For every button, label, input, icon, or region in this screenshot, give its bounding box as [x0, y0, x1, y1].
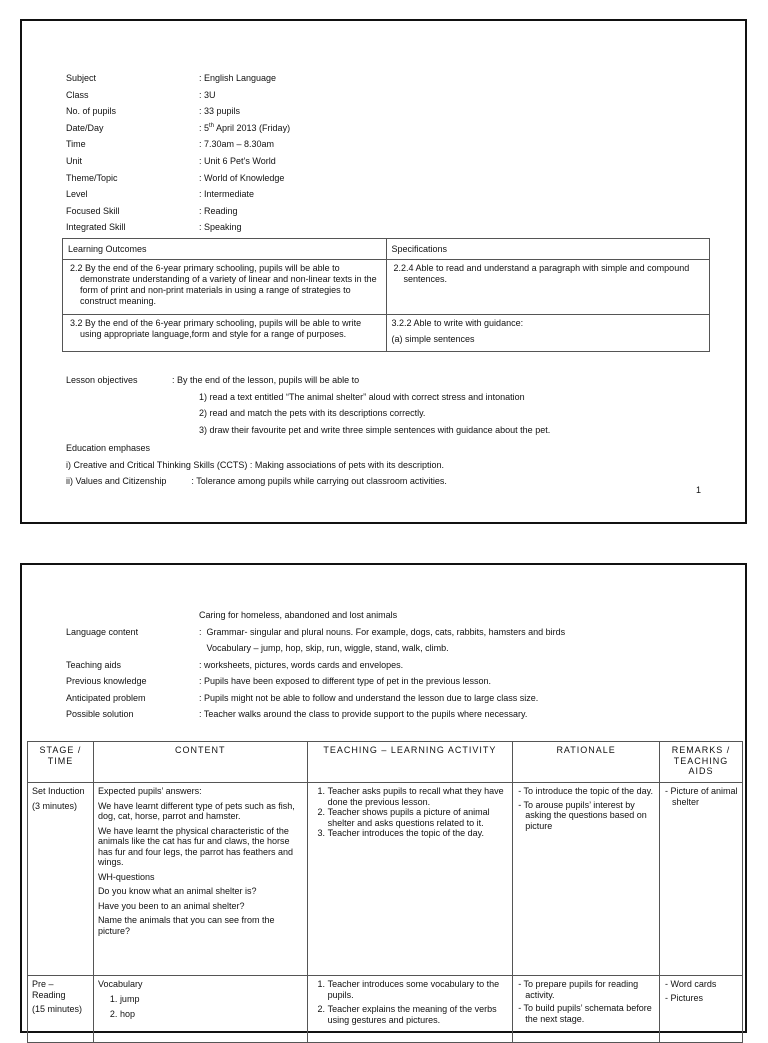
values-text: Caring for homeless, abandoned and lost animals — [199, 610, 398, 620]
table-cell — [307, 976, 513, 1043]
table-row — [63, 315, 710, 352]
stage-name: Pre – Reading — [32, 979, 66, 1000]
stage-name: Set Induction — [32, 786, 85, 796]
info-label: Unit — [66, 155, 83, 166]
objectives-intro: : By the end of the lesson, pupils will be able to — [172, 375, 360, 385]
table-cell — [93, 976, 307, 1043]
column-header: RATIONALE — [513, 742, 660, 783]
detail-label: Previous knowledge — [66, 676, 147, 686]
detail-value: : worksheets, pictures, words cards and envelopes. — [199, 659, 404, 670]
info-value: : 7.30am – 8.30am — [199, 139, 275, 150]
detail-label: Possible solution — [66, 709, 134, 719]
table-row — [63, 260, 710, 315]
date-pre: : 5 — [199, 122, 210, 133]
table-cell — [513, 976, 660, 1043]
info-label: Subject — [66, 73, 97, 83]
info-row-subject — [66, 70, 466, 87]
detail-row — [66, 640, 726, 657]
remarks-list — [664, 979, 738, 1003]
info-row-pupils — [66, 103, 466, 120]
list-item: - Pictures — [665, 992, 704, 1003]
detail-label: Language content — [66, 626, 139, 637]
detail-label: Teaching aids — [66, 659, 122, 670]
info-label: Focused Skill — [66, 205, 120, 216]
table-cell — [513, 783, 660, 976]
vocab-list — [98, 994, 303, 1020]
stage-time: (3 minutes) — [32, 800, 78, 811]
spacer — [66, 607, 199, 624]
detail-value: : Teacher walks around the class to provide support to the pupils where necessary. — [199, 709, 528, 719]
info-label: Level — [66, 189, 88, 200]
list-item: - Picture of animal shelter — [665, 786, 738, 807]
list-item: - To build pupils’ schemata before the next stage. — [518, 1003, 652, 1024]
info-value: : Reading — [199, 205, 238, 216]
table-cell — [28, 783, 94, 976]
lesson-plan-page-2 — [20, 563, 747, 1033]
list-item: 2. Teacher explains the meaning of the verbs using gestures and pictures. — [328, 1004, 509, 1025]
detail-row — [66, 624, 726, 641]
info-value: : Intermediate — [199, 189, 255, 200]
info-label: Date/Day — [66, 122, 104, 133]
activity-list — [312, 786, 509, 839]
content-line: Expected pupils’ answers: — [97, 786, 202, 796]
rationale-list — [517, 786, 655, 831]
specification-text: 3.2.2 Able to write with guidance: — [391, 318, 524, 328]
emphasis-item: ii) Values and Citizenship : Tolerance among pupils while carrying out classroom activities. — [66, 476, 447, 486]
list-item: - Word cards — [665, 979, 717, 989]
info-value: : 33 pupils — [199, 106, 241, 117]
detail-label: Anticipated problem — [66, 692, 146, 703]
objective-item: 3) draw their favourite pet and write three simple sentences with guidance about the pet. — [199, 424, 551, 435]
column-header: Learning Outcomes — [63, 239, 387, 260]
outcome-text: 3.2 By the end of the 6-year primary schooling, pupils will be able to write using appropriate language,form and style for a range of purposes. — [70, 318, 362, 339]
table-cell — [63, 260, 387, 315]
specification-text: 2.2.4 Able to read and understand a paragraph with simple and compound sentences. — [393, 263, 690, 284]
content-line: We have learnt different type of pets such as fish, dog, cat, horse, parrot and hamster. — [97, 800, 295, 821]
objective-item: 2) read and match the pets with its descriptions correctly. — [199, 408, 426, 418]
lesson-info — [66, 70, 466, 236]
objective-item: 1) read a text entitled “The animal shelter” aloud with correct stress and intonation — [199, 391, 525, 402]
column-header: CONTENT — [93, 742, 307, 783]
rationale-list — [517, 979, 655, 1024]
info-value: : Speaking — [199, 222, 242, 233]
info-row-unit — [66, 153, 466, 170]
objectives-label: Lesson objectives — [66, 375, 138, 385]
info-value: : English Language — [199, 73, 277, 83]
values-line — [66, 607, 726, 624]
info-row-class — [66, 87, 466, 104]
lesson-plan-page-1 — [20, 19, 747, 524]
info-row-date — [66, 120, 466, 137]
detail-row — [66, 690, 726, 707]
emphasis-item: i) Creative and Critical Thinking Skills (CCTS) : Making associations of pets with its description. — [66, 459, 444, 470]
list-item: 1. Teacher asks pupils to recall what they have done the previous lesson. — [328, 786, 509, 807]
table-header-row — [28, 742, 743, 783]
remarks-list — [664, 786, 738, 807]
specification-subtext: (a) simple sentences — [391, 334, 475, 344]
activity-list — [312, 979, 509, 1025]
info-row-level — [66, 186, 466, 203]
emphases-label: Education emphases — [66, 443, 151, 453]
detail-row — [66, 657, 726, 674]
content-line: Name the animals that you can see from the picture? — [97, 915, 275, 936]
column-header: REMARKS / TEACHING AIDS — [660, 742, 743, 783]
list-item: 1. jump — [120, 994, 303, 1005]
lesson-details — [66, 607, 726, 723]
lesson-objectives — [66, 372, 706, 490]
info-value — [199, 120, 466, 137]
info-row-time — [66, 136, 466, 153]
detail-value: Vocabulary – jump, hop, skip, run, wiggle, stand, walk, climb. — [199, 643, 449, 653]
info-label: Time — [66, 139, 86, 150]
detail-value: : Pupils might not be able to follow and understand the lesson due to large class size. — [199, 692, 539, 703]
objectives-intro-row — [66, 372, 706, 389]
table-cell — [660, 783, 743, 976]
info-row-integrated-skill — [66, 219, 466, 236]
learning-outcomes-table — [62, 238, 710, 352]
info-value: : Unit 6 Pet’s World — [199, 155, 276, 166]
list-item: - To arouse pupils’ interest by asking the questions based on picture — [518, 799, 647, 831]
content-line: Do you know what an animal shelter is? — [97, 886, 257, 896]
list-item: 2. hop — [120, 1009, 303, 1020]
page-number: 1 — [696, 485, 702, 495]
detail-row — [66, 673, 726, 690]
column-header: STAGE / TIME — [28, 742, 94, 783]
table-cell — [93, 783, 307, 976]
table-row-pre-reading — [28, 976, 743, 1043]
date-sup: th — [209, 122, 215, 129]
list-item: - To prepare pupils for reading activity. — [518, 979, 639, 1000]
info-label: Class — [66, 89, 89, 100]
detail-value: : Pupils have been exposed to different type of pet in the previous lesson. — [199, 676, 492, 686]
list-item: 3. Teacher introduces the topic of the day. — [328, 828, 509, 839]
table-cell — [28, 976, 94, 1043]
content-title: Vocabulary — [97, 979, 143, 989]
detail-row — [66, 706, 726, 723]
info-label: Integrated Skill — [66, 222, 126, 233]
list-item: - To introduce the topic of the day. — [518, 786, 653, 796]
info-value: : World of Knowledge — [199, 172, 285, 183]
stage-time: (15 minutes) — [32, 1004, 83, 1014]
content-line: Have you been to an animal shelter? — [97, 900, 245, 911]
detail-value: : Grammar- singular and plural nouns. For example, dogs, cats, rabbits, hamsters and birds — [199, 626, 566, 637]
info-label: No. of pupils — [66, 106, 117, 117]
column-header: Specifications — [386, 239, 710, 260]
column-header: TEACHING – LEARNING ACTIVITY — [307, 742, 513, 783]
list-item: 1. Teacher introduces some vocabulary to the pupils. — [328, 979, 509, 1000]
info-row-theme — [66, 170, 466, 187]
detail-label — [66, 640, 199, 657]
info-value: : 3U — [199, 89, 216, 100]
table-header-row — [63, 239, 710, 260]
table-cell — [307, 783, 513, 976]
content-line: We have learnt the physical characteristic of the animals like the cat has fur and claws, the horse has fur and four legs, the parrot has feathers and wings. — [97, 825, 294, 867]
content-line: WH-questions — [97, 871, 155, 882]
table-row-set-induction — [28, 783, 743, 976]
list-item: 2. Teacher shows pupils a picture of animal shelter and asks questions related to it. — [328, 807, 509, 828]
date-post: April 2013 (Friday) — [214, 122, 291, 133]
table-cell — [63, 315, 387, 352]
outcome-text: 2.2 By the end of the 6-year primary schooling, pupils will be able to demonstrate understanding of a variety of linear and non-linear texts in the form of print and non-print materials in using a range of strategies to construct meaning. — [70, 263, 377, 306]
teaching-plan-table — [27, 741, 743, 1043]
table-cell — [660, 976, 743, 1043]
table-cell — [386, 315, 710, 352]
table-cell — [386, 260, 710, 315]
info-label: Theme/Topic — [66, 172, 118, 183]
info-row-focused-skill — [66, 203, 466, 220]
